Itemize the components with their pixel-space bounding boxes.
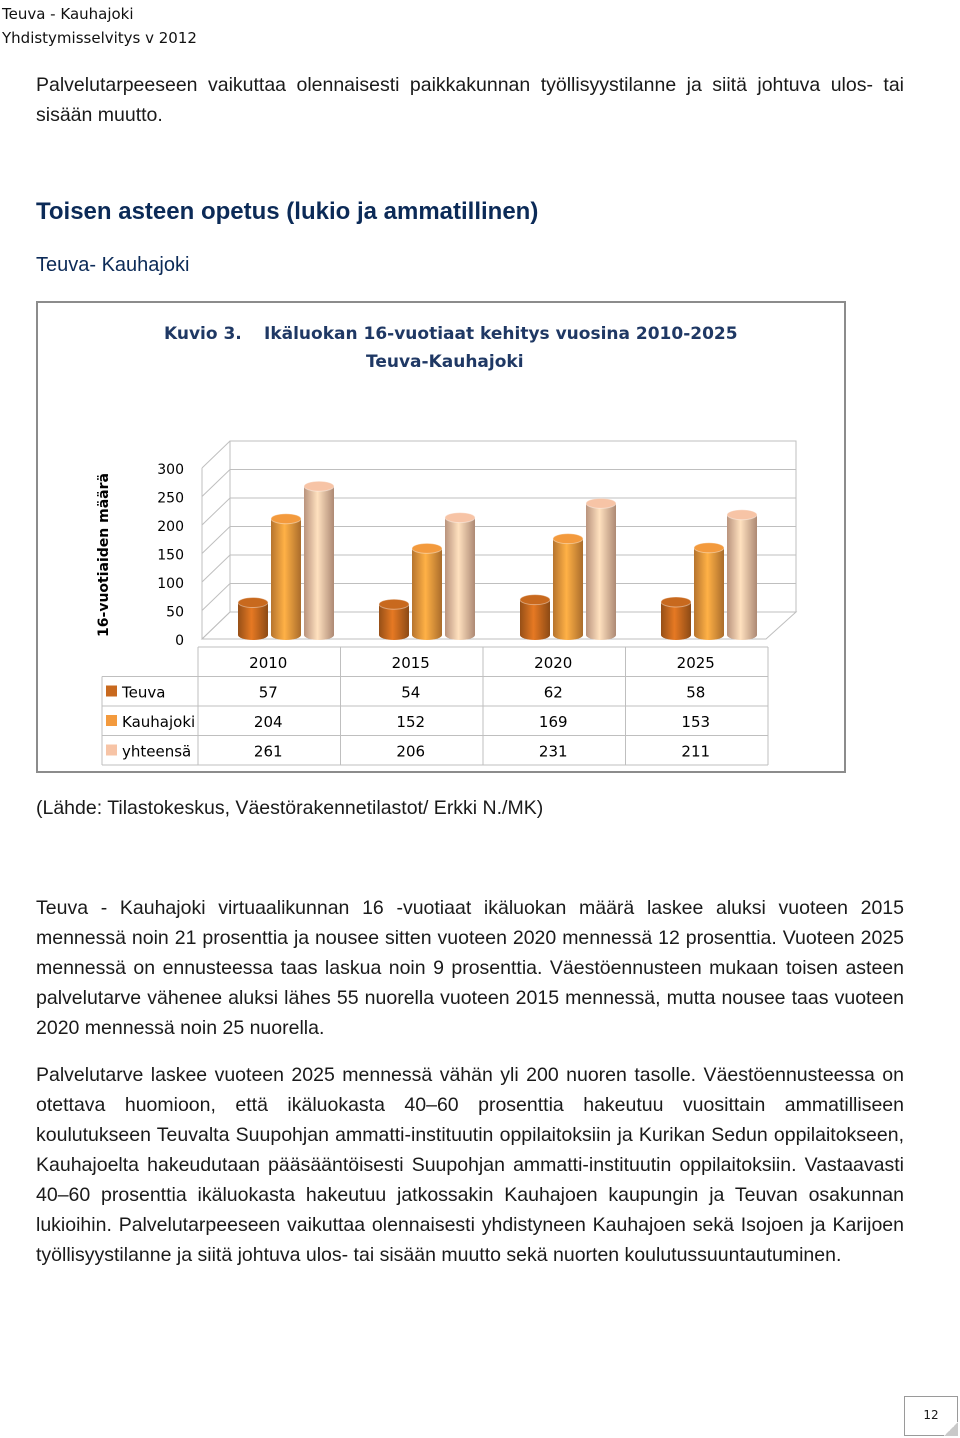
bar-base-yhteensä-2025	[727, 630, 757, 640]
bar-Kauhajoki-2010	[271, 519, 301, 635]
table-cell: 153	[681, 713, 711, 731]
bar-top-yhteensä-2020	[586, 498, 616, 508]
table-cell: 58	[686, 683, 706, 702]
source-note: (Lähde: Tilastokeskus, Väestörakennetilastot/ Erkki N./MK)	[36, 797, 544, 819]
table-header-year: 2025	[676, 654, 715, 672]
running-header	[2, 2, 197, 50]
bar-base-yhteensä-2020	[586, 630, 616, 640]
legend-label-Teuva: Teuva	[122, 683, 166, 702]
bar-yhteensä-2020	[586, 503, 616, 635]
bar-top-Teuva-2010	[238, 598, 268, 608]
table-cell: 206	[396, 742, 426, 761]
bar-base-yhteensä-2010	[304, 630, 334, 640]
table-header-year: 2020	[534, 654, 573, 672]
bar-top-Kauhajoki-2025	[694, 543, 724, 553]
legend-swatch-Kauhajoki	[106, 715, 117, 726]
page-fold-decoration	[944, 1422, 958, 1436]
bar-top-yhteensä-2025	[727, 510, 757, 520]
bar-base-Teuva-2010	[238, 630, 268, 640]
bar-top-Teuva-2020	[520, 595, 550, 605]
legend-label-yhteensä: yhteensä	[122, 742, 192, 761]
table-header-year: 2010	[249, 654, 288, 672]
page-number-box	[904, 1396, 958, 1436]
y-tick-label: 0	[175, 633, 184, 649]
bar-yhteensä-2025	[727, 515, 757, 635]
table-cell: 231	[538, 742, 568, 761]
legend-swatch-yhteensä	[106, 745, 117, 756]
bar-base-Teuva-2020	[520, 630, 550, 640]
bar-base-Kauhajoki-2020	[553, 630, 583, 640]
y-tick-label: 250	[157, 490, 184, 507]
bar-base-yhteensä-2015	[445, 630, 475, 640]
bar-top-Teuva-2015	[379, 599, 409, 609]
body-paragraph-2: Palvelutarve laskee vuoteen 2025 mennessä vähän yli 200 nuoren tasolle. Väestöennusteessa on otettava huomioon, että ikäluokasta 40–60 prosenttia hakeutuu vuosittain ammatilliseen koulutukseen Teuvalta Suupohjan ammatti-instituutin oppilaitoksiin ja Kurikan Sedun oppilaitokseen, Kauhajoelta hakeudutaan pääsääntöisesti Suupohjan ammatti-instituutin oppilaitoksiin. Vastaavasti 40–60 prosenttia ikäluokasta hakeutuu jatkossakin Kauhajoen kaupungin ja Teuvan osakunnan lukioihin. Palvelutarpeeseen vaikuttaa olennaisesti yhdistyneen Kauhajoen sekä Isojoen ja Karijoen työllisyystilanne ja siitä johtuva ulos- tai sisään muutto sekä nuorten koulutussuuntautuminen.	[36, 1064, 904, 1266]
chart-subtitle: Teuva-Kauhajoki	[366, 352, 524, 372]
table-cell: 169	[538, 713, 568, 731]
table-cell: 204	[253, 713, 283, 731]
bar-top-Kauhajoki-2020	[553, 534, 583, 544]
y-tick-label: 300	[157, 462, 184, 478]
table-cell: 57	[258, 683, 278, 702]
table-cell: 54	[401, 683, 421, 702]
chart-title-prefix: Kuvio 3.	[164, 324, 242, 344]
legend-swatch-Teuva	[106, 686, 117, 697]
bar-chart	[38, 303, 844, 771]
bar-base-Kauhajoki-2010	[271, 630, 301, 640]
page-number: 12	[923, 1408, 939, 1422]
header-subtitle: Yhdistymisselvitys v 2012	[2, 29, 197, 47]
y-axis-label: 16-vuotiaiden määrä	[96, 473, 112, 637]
y-tick-label: 150	[157, 547, 184, 564]
y-tick-label: 100	[157, 576, 184, 592]
bar-base-Teuva-2025	[661, 630, 691, 640]
section-subtitle: Teuva- Kauhajoki	[36, 254, 190, 276]
bar-Kauhajoki-2015	[412, 548, 442, 635]
bar-Kauhajoki-2025	[694, 548, 724, 635]
section-title: Toisen asteen opetus (lukio ja ammatillinen)	[36, 198, 539, 225]
table-cell: 261	[253, 742, 283, 761]
bar-yhteensä-2010	[304, 486, 334, 635]
bar-top-Kauhajoki-2010	[271, 514, 301, 524]
bar-top-Kauhajoki-2015	[412, 543, 442, 553]
table-cell: 152	[396, 713, 426, 731]
table-cell: 62	[543, 683, 563, 702]
bar-top-yhteensä-2010	[304, 481, 334, 491]
body-paragraph-1: Teuva - Kauhajoki virtuaalikunnan 16 -vuotiaat ikäluokan määrä laskee aluksi vuoteen 2015 mennessä noin 21 prosenttia ja nousee sitten vuoteen 2020 mennessä 12 prosenttia. Vuoteen 2025 mennessä on ennusteessa taas laskua noin 9 prosenttia. Väestöennusteen mukaan toisen asteen palvelutarve vähenee aluksi lähes 55 nuorella vuoteen 2015 mennessä, mutta nousee taas vuoteen 2020 mennessä noin 25 nuorella.	[36, 897, 904, 1039]
bar-base-Kauhajoki-2015	[412, 630, 442, 640]
chart-title: Ikäluokan 16-vuotiaat kehitys vuosina 2010-2025	[264, 324, 738, 344]
bar-top-yhteensä-2015	[445, 513, 475, 523]
bar-top-Teuva-2025	[661, 597, 691, 607]
y-tick-label: 50	[166, 604, 184, 621]
bar-base-Kauhajoki-2025	[694, 630, 724, 640]
legend-label-Kauhajoki: Kauhajoki	[122, 713, 196, 731]
chart-frame	[36, 301, 846, 773]
table-cell: 211	[681, 742, 711, 761]
bar-base-Teuva-2015	[379, 630, 409, 640]
table-header-year: 2015	[391, 654, 430, 672]
bar-yhteensä-2015	[445, 518, 475, 635]
header-title: Teuva - Kauhajoki	[2, 5, 134, 23]
bar-Kauhajoki-2020	[553, 539, 583, 635]
y-tick-label: 200	[157, 519, 184, 535]
intro-paragraph: Palvelutarpeeseen vaikuttaa olennaisesti paikkakunnan työllisyystilanne ja siitä johtuva ulos- tai sisään muutto.	[36, 74, 904, 126]
